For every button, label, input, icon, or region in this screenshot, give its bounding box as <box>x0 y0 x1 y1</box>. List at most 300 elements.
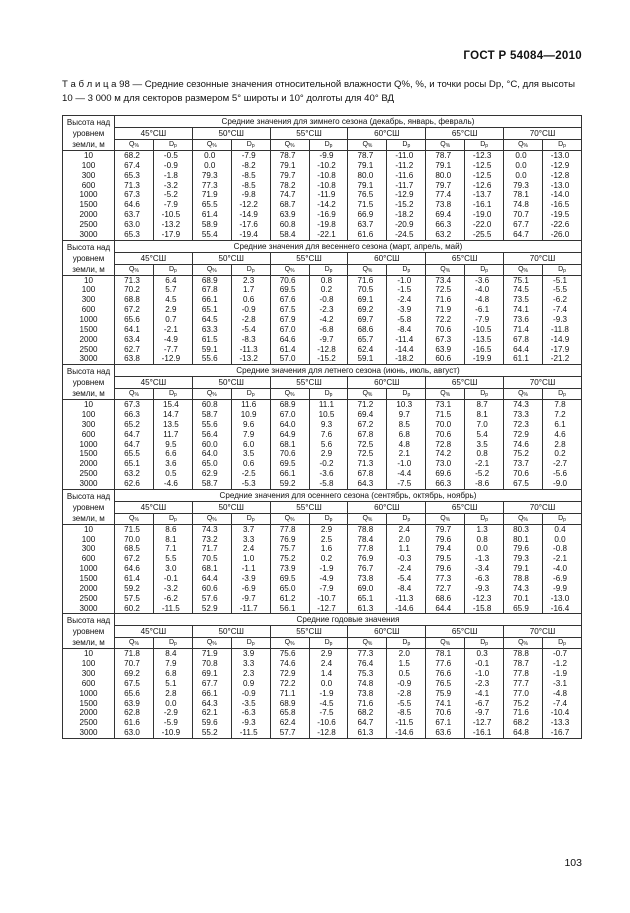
humidity-cell: 72.5 <box>426 285 465 295</box>
dewpoint-cell: 11.7 <box>153 430 192 440</box>
dewpoint-subscript: р <box>485 143 489 149</box>
dewpoint-cell: -4.6 <box>153 479 192 489</box>
dewpoint-cell: 3.3 <box>231 659 270 669</box>
humidity-cell: 67.1 <box>426 718 465 728</box>
humidity-cell: 55.4 <box>192 230 231 240</box>
humidity-cell: 65.3 <box>115 171 154 181</box>
table-row <box>63 449 582 459</box>
humidity-cell: 70.2 <box>115 285 154 295</box>
table-row <box>63 171 582 181</box>
dewpoint-cell: -3.4 <box>465 564 504 574</box>
dewpoint-cell: -2.5 <box>231 469 270 479</box>
humidity-cell: 70.5 <box>348 285 387 295</box>
dewpoint-cell: -26.0 <box>542 230 581 240</box>
humidity-cell: 52.9 <box>192 604 231 614</box>
humidity-cell: 68.9 <box>270 400 309 410</box>
humidity-cell: 80.1 <box>504 535 543 545</box>
dewpoint-cell: -4.8 <box>542 689 581 699</box>
dewpoint-cell: 1.1 <box>387 544 426 554</box>
humidity-cell: 70.7 <box>504 210 543 220</box>
dewpoint-symbol: D <box>480 141 486 148</box>
table-row <box>63 524 582 534</box>
humidity-cell: 73.8 <box>426 200 465 210</box>
dewpoint-subscript: р <box>174 392 177 399</box>
dewpoint-cell: -0.9 <box>387 679 426 689</box>
humidity-cell: 74.7 <box>270 190 309 200</box>
humidity-cell: 67.9 <box>270 315 309 325</box>
height-cell: 2500 <box>63 220 115 230</box>
dewpoint-cell: -7.9 <box>465 315 504 325</box>
humidity-cell: 73.6 <box>504 315 543 325</box>
humidity-cell: 71.6 <box>348 699 387 709</box>
dewpoint-cell: 1.7 <box>231 285 270 295</box>
dewpoint-cell: -4.5 <box>309 699 348 709</box>
humidity-subscript: % <box>367 267 373 274</box>
dewpoint-cell: -8.5 <box>387 708 426 718</box>
humidity-subscript: % <box>134 392 139 399</box>
humidity-cell: 66.1 <box>192 689 231 699</box>
dewpoint-symbol: D <box>402 265 408 273</box>
page-number: 103 <box>564 857 582 869</box>
humidity-cell: 77.8 <box>348 544 387 554</box>
humidity-cell: 57.6 <box>192 594 231 604</box>
humidity-cell: 62.6 <box>115 479 154 489</box>
dewpoint-header <box>153 264 192 275</box>
humidity-cell: 61.4 <box>192 210 231 220</box>
dewpoint-cell: 7.1 <box>153 544 192 554</box>
humidity-cell: 67.4 <box>115 161 154 171</box>
humidity-header <box>115 389 154 400</box>
dewpoint-cell: 0.4 <box>542 524 581 534</box>
dewpoint-cell: -2.9 <box>153 708 192 718</box>
dewpoint-cell: -12.9 <box>542 161 581 171</box>
table-row <box>63 440 582 450</box>
table-row <box>63 689 582 699</box>
humidity-cell: 75.2 <box>504 699 543 709</box>
humidity-cell: 72.5 <box>348 449 387 459</box>
humidity-cell: 67.8 <box>348 469 387 479</box>
humidity-cell: 64.3 <box>192 699 231 709</box>
dewpoint-cell: -0.9 <box>231 305 270 315</box>
table-row <box>63 295 582 305</box>
dewpoint-cell: -19.4 <box>231 230 270 240</box>
humidity-cell: 66.3 <box>426 220 465 230</box>
dewpoint-symbol: D <box>480 390 486 398</box>
height-cell: 3000 <box>63 479 115 489</box>
dewpoint-cell: 5.4 <box>465 430 504 440</box>
humidity-header <box>192 140 231 151</box>
table-row <box>63 410 582 420</box>
humidity-subscript: % <box>523 516 528 523</box>
humidity-cell: 0.0 <box>504 161 543 171</box>
dewpoint-cell: 4.8 <box>387 440 426 450</box>
latitude-header: 65°СШ <box>426 501 504 513</box>
dewpoint-cell: -11.9 <box>309 190 348 200</box>
dewpoint-cell: -3.2 <box>153 181 192 191</box>
humidity-cell: 73.5 <box>504 295 543 305</box>
humidity-cell: 60.8 <box>192 400 231 410</box>
humidity-cell: 71.3 <box>348 459 387 469</box>
humidity-cell: 59.2 <box>115 584 154 594</box>
height-cell: 3000 <box>63 728 115 738</box>
humidity-cell: 70.0 <box>115 535 154 545</box>
dewpoint-cell: 6.4 <box>153 275 192 285</box>
dewpoint-cell: -12.8 <box>542 171 581 181</box>
dewpoint-subscript: р <box>251 143 255 149</box>
humidity-cell: 76.9 <box>348 554 387 564</box>
dewpoint-cell: -4.8 <box>465 295 504 305</box>
dewpoint-header <box>387 513 426 524</box>
dewpoint-cell: -4.9 <box>309 574 348 584</box>
humidity-symbol: Q <box>129 639 135 647</box>
dewpoint-symbol: D <box>480 514 486 522</box>
humidity-cell: 60.0 <box>192 440 231 450</box>
humidity-cell: 68.2 <box>504 718 543 728</box>
dewpoint-cell: -14.9 <box>231 210 270 220</box>
dewpoint-cell: -13.7 <box>465 190 504 200</box>
dewpoint-cell: -5.9 <box>153 718 192 728</box>
humidity-cell: 78.7 <box>504 659 543 669</box>
latitude-header: 50°СШ <box>192 377 270 389</box>
humidity-cell: 67.5 <box>270 305 309 315</box>
dewpoint-cell: -10.6 <box>309 718 348 728</box>
dewpoint-cell: 13.5 <box>153 420 192 430</box>
dewpoint-cell: -16.5 <box>542 200 581 210</box>
dewpoint-cell: 2.3 <box>231 669 270 679</box>
humidity-cell: 79.6 <box>426 564 465 574</box>
dewpoint-cell: 8.1 <box>465 410 504 420</box>
dewpoint-cell: 6.8 <box>387 430 426 440</box>
dewpoint-cell: -2.8 <box>231 315 270 325</box>
section-title-row <box>63 116 582 128</box>
humidity-cell: 64.7 <box>115 430 154 440</box>
humidity-cell: 76.9 <box>270 535 309 545</box>
height-cell: 3000 <box>63 604 115 614</box>
latitude-header: 60°СШ <box>348 377 426 389</box>
dewpoint-cell: -18.2 <box>387 354 426 364</box>
dewpoint-symbol: D <box>402 141 408 148</box>
latitude-header: 50°СШ <box>192 128 270 140</box>
dewpoint-header <box>309 513 348 524</box>
dewpoint-cell: -12.8 <box>309 345 348 355</box>
humidity-cell: 55.6 <box>192 354 231 364</box>
dewpoint-cell: 0.2 <box>309 285 348 295</box>
humidity-header <box>270 389 309 400</box>
height-cell: 2000 <box>63 708 115 718</box>
dewpoint-cell: -6.9 <box>231 584 270 594</box>
dewpoint-cell: -11.3 <box>387 594 426 604</box>
latitude-header: 55°СШ <box>270 626 348 638</box>
dewpoint-cell: -13.0 <box>542 181 581 191</box>
dewpoint-cell: -7.4 <box>542 699 581 709</box>
humidity-cell: 76.5 <box>348 190 387 200</box>
humidity-cell: 66.9 <box>348 210 387 220</box>
humidity-cell: 60.8 <box>270 220 309 230</box>
dewpoint-cell: 7.8 <box>542 400 581 410</box>
humidity-cell: 63.9 <box>426 345 465 355</box>
dewpoint-cell: -8.3 <box>231 335 270 345</box>
dewpoint-header <box>231 389 270 400</box>
humidity-cell: 61.1 <box>504 354 543 364</box>
humidity-cell: 63.3 <box>192 325 231 335</box>
humidity-cell: 69.2 <box>348 305 387 315</box>
humidity-symbol: Q <box>518 390 524 398</box>
dewpoint-cell: -2.4 <box>387 295 426 305</box>
dewpoint-subscript: р <box>329 143 333 149</box>
dewpoint-cell: -11.7 <box>231 604 270 614</box>
humidity-cell: 78.4 <box>348 535 387 545</box>
humidity-cell: 73.8 <box>348 574 387 584</box>
humidity-cell: 79.1 <box>504 564 543 574</box>
humidity-cell: 71.3 <box>115 181 154 191</box>
humidity-cell: 59.1 <box>348 354 387 364</box>
dewpoint-header <box>465 513 504 524</box>
dewpoint-cell: -15.2 <box>387 200 426 210</box>
dewpoint-cell: 10.3 <box>387 400 426 410</box>
dewpoint-cell: -9.3 <box>542 315 581 325</box>
dewpoint-header <box>309 389 348 400</box>
dewpoint-cell: -3.6 <box>465 275 504 285</box>
latitude-header: 55°СШ <box>270 128 348 140</box>
dewpoint-cell: -11.3 <box>231 345 270 355</box>
humidity-cell: 74.3 <box>504 584 543 594</box>
dewpoint-cell: 0.5 <box>153 469 192 479</box>
humidity-cell: 69.4 <box>348 410 387 420</box>
height-cell: 3000 <box>63 354 115 364</box>
dewpoint-subscript: р <box>485 392 489 399</box>
humidity-symbol: Q <box>518 265 524 273</box>
height-cell: 2500 <box>63 469 115 479</box>
humidity-header <box>270 264 309 275</box>
humidity-cell: 64.7 <box>115 440 154 450</box>
dewpoint-subscript: р <box>251 267 255 274</box>
humidity-cell: 71.6 <box>504 708 543 718</box>
dewpoint-header <box>387 140 426 151</box>
humidity-cell: 63.4 <box>115 335 154 345</box>
dewpoint-cell: -0.8 <box>542 544 581 554</box>
humidity-header <box>348 140 387 151</box>
humidity-cell: 74.2 <box>426 449 465 459</box>
humidity-cell: 68.8 <box>115 295 154 305</box>
table-row <box>63 151 582 161</box>
humidity-subscript: % <box>212 516 217 523</box>
section-title-row <box>63 240 582 252</box>
height-cell: 300 <box>63 544 115 554</box>
humidity-header <box>192 389 231 400</box>
humidity-cell: 69.5 <box>270 285 309 295</box>
humidity-symbol: Q <box>284 390 291 398</box>
dewpoint-cell: 0.0 <box>465 544 504 554</box>
dewpoint-cell: -2.3 <box>465 679 504 689</box>
dewpoint-cell: 0.0 <box>542 535 581 545</box>
table-row <box>63 275 582 285</box>
humidity-cell: 73.4 <box>426 275 465 285</box>
dewpoint-cell: -16.1 <box>465 728 504 738</box>
dewpoint-cell: 9.3 <box>309 420 348 430</box>
dewpoint-subscript: р <box>485 641 489 648</box>
height-cell: 600 <box>63 305 115 315</box>
dewpoint-cell: -10.5 <box>153 210 192 220</box>
humidity-cell: 73.0 <box>426 459 465 469</box>
dewpoint-cell: -2.4 <box>387 564 426 574</box>
height-cell: 300 <box>63 420 115 430</box>
humidity-cell: 77.6 <box>426 659 465 669</box>
height-cell: 1500 <box>63 574 115 584</box>
humidity-cell: 0.0 <box>192 161 231 171</box>
dewpoint-cell: 6.1 <box>542 420 581 430</box>
dewpoint-cell: -19.8 <box>309 220 348 230</box>
humidity-cell: 61.3 <box>348 728 387 738</box>
humidity-header <box>270 638 309 649</box>
dewpoint-subscript: р <box>329 516 333 523</box>
dewpoint-cell: -1.2 <box>542 659 581 669</box>
latitude-header: 70°СШ <box>504 501 582 513</box>
humidity-cell: 61.5 <box>192 335 231 345</box>
humidity-cell: 64.4 <box>504 345 543 355</box>
dewpoint-cell: 4.5 <box>153 295 192 305</box>
dewpoint-cell: -8.2 <box>231 161 270 171</box>
height-cell: 2500 <box>63 718 115 728</box>
dewpoint-cell: -10.4 <box>542 708 581 718</box>
dewpoint-header <box>465 389 504 400</box>
parameter-header-row <box>63 638 582 649</box>
table-row <box>63 535 582 545</box>
dewpoint-cell: 9.7 <box>387 410 426 420</box>
dewpoint-header <box>231 140 270 151</box>
dewpoint-cell: -9.7 <box>231 594 270 604</box>
height-cell: 2000 <box>63 210 115 220</box>
dewpoint-cell: -2.7 <box>542 459 581 469</box>
dewpoint-cell: -2.8 <box>387 689 426 699</box>
dewpoint-cell: -11.7 <box>387 181 426 191</box>
dewpoint-cell: -4.1 <box>465 689 504 699</box>
section-title: Средние значения для летнего сезона (июнь, июль, август) <box>115 365 582 377</box>
dewpoint-cell: -18.2 <box>387 210 426 220</box>
humidity-cell: 75.1 <box>504 275 543 285</box>
humidity-header <box>426 513 465 524</box>
latitude-header: 50°СШ <box>192 501 270 513</box>
dewpoint-symbol: D <box>168 514 174 522</box>
dewpoint-cell: 8.4 <box>153 649 192 659</box>
dewpoint-cell: 5.1 <box>153 679 192 689</box>
dewpoint-cell: -12.5 <box>465 171 504 181</box>
humidity-cell: 73.1 <box>426 400 465 410</box>
table-row <box>63 210 582 220</box>
dewpoint-cell: -11.4 <box>387 335 426 345</box>
humidity-symbol: Q <box>284 639 291 647</box>
humidity-cell: 69.0 <box>348 584 387 594</box>
height-cell: 1000 <box>63 440 115 450</box>
dewpoint-subscript: р <box>251 641 255 648</box>
dewpoint-cell: 7.2 <box>542 410 581 420</box>
dewpoint-cell: 1.4 <box>309 669 348 679</box>
height-cell: 1500 <box>63 200 115 210</box>
dewpoint-cell: -16.9 <box>309 210 348 220</box>
dewpoint-cell: 8.5 <box>387 420 426 430</box>
dewpoint-cell: -3.1 <box>542 679 581 689</box>
dewpoint-cell: 2.0 <box>387 649 426 659</box>
humidity-cell: 76.5 <box>426 679 465 689</box>
humidity-subscript: % <box>290 516 295 523</box>
dewpoint-cell: -3.5 <box>231 699 270 709</box>
dewpoint-cell: 2.1 <box>387 449 426 459</box>
humidity-cell: 75.9 <box>426 689 465 699</box>
humidity-subscript: % <box>212 641 217 648</box>
height-cell: 3000 <box>63 230 115 240</box>
height-cell: 600 <box>63 679 115 689</box>
dewpoint-cell: -5.6 <box>542 469 581 479</box>
dewpoint-cell: -17.6 <box>231 220 270 230</box>
dewpoint-cell: -2.1 <box>542 554 581 564</box>
height-cell: 100 <box>63 535 115 545</box>
humidity-cell: 64.3 <box>348 479 387 489</box>
dewpoint-header <box>465 264 504 275</box>
dewpoint-subscript: р <box>485 516 489 523</box>
humidity-cell: 63.7 <box>115 210 154 220</box>
dewpoint-symbol: D <box>246 265 252 273</box>
dewpoint-cell: 7.9 <box>153 659 192 669</box>
dewpoint-cell: -12.5 <box>465 161 504 171</box>
latitude-header: 45°СШ <box>115 377 193 389</box>
latitude-header: 70°СШ <box>504 626 582 638</box>
height-cell: 1000 <box>63 315 115 325</box>
dewpoint-symbol: D <box>558 514 564 522</box>
humidity-cell: 72.7 <box>426 584 465 594</box>
height-cell: 2000 <box>63 335 115 345</box>
humidity-subscript: % <box>523 143 528 149</box>
humidity-cell: 78.7 <box>348 151 387 161</box>
table-row <box>63 430 582 440</box>
dewpoint-subscript: р <box>407 267 411 274</box>
humidity-cell: 65.0 <box>192 459 231 469</box>
dewpoint-cell: -12.3 <box>465 594 504 604</box>
humidity-cell: 70.1 <box>504 594 543 604</box>
humidity-cell: 61.6 <box>115 718 154 728</box>
dewpoint-header <box>542 389 581 400</box>
humidity-symbol: Q <box>518 639 524 647</box>
dewpoint-subscript: р <box>407 516 411 523</box>
height-cell: 1000 <box>63 190 115 200</box>
dewpoint-cell: 0.8 <box>465 535 504 545</box>
humidity-cell: 77.3 <box>192 181 231 191</box>
humidity-cell: 68.9 <box>192 275 231 285</box>
height-cell: 2000 <box>63 459 115 469</box>
dewpoint-symbol: D <box>324 639 330 647</box>
humidity-cell: 65.1 <box>115 459 154 469</box>
humidity-cell: 71.2 <box>348 400 387 410</box>
dewpoint-symbol: D <box>324 265 330 273</box>
humidity-cell: 61.4 <box>115 574 154 584</box>
humidity-cell: 58.4 <box>270 230 309 240</box>
humidity-cell: 64.9 <box>270 430 309 440</box>
latitude-header: 60°СШ <box>348 252 426 264</box>
table-row <box>63 718 582 728</box>
latitude-header: 45°СШ <box>115 501 193 513</box>
dewpoint-symbol: D <box>558 639 564 647</box>
table-row <box>63 305 582 315</box>
humidity-subscript: % <box>212 392 217 399</box>
dewpoint-cell: -9.3 <box>231 718 270 728</box>
parameter-header-row <box>63 389 582 400</box>
humidity-cell: 71.5 <box>426 410 465 420</box>
height-cell: 10 <box>63 400 115 410</box>
humidity-cell: 58.7 <box>192 479 231 489</box>
humidity-cell: 59.6 <box>192 718 231 728</box>
humidity-subscript: % <box>367 143 373 149</box>
dewpoint-cell: 2.5 <box>309 535 348 545</box>
dewpoint-cell: 4.6 <box>542 430 581 440</box>
height-cell: 10 <box>63 275 115 285</box>
